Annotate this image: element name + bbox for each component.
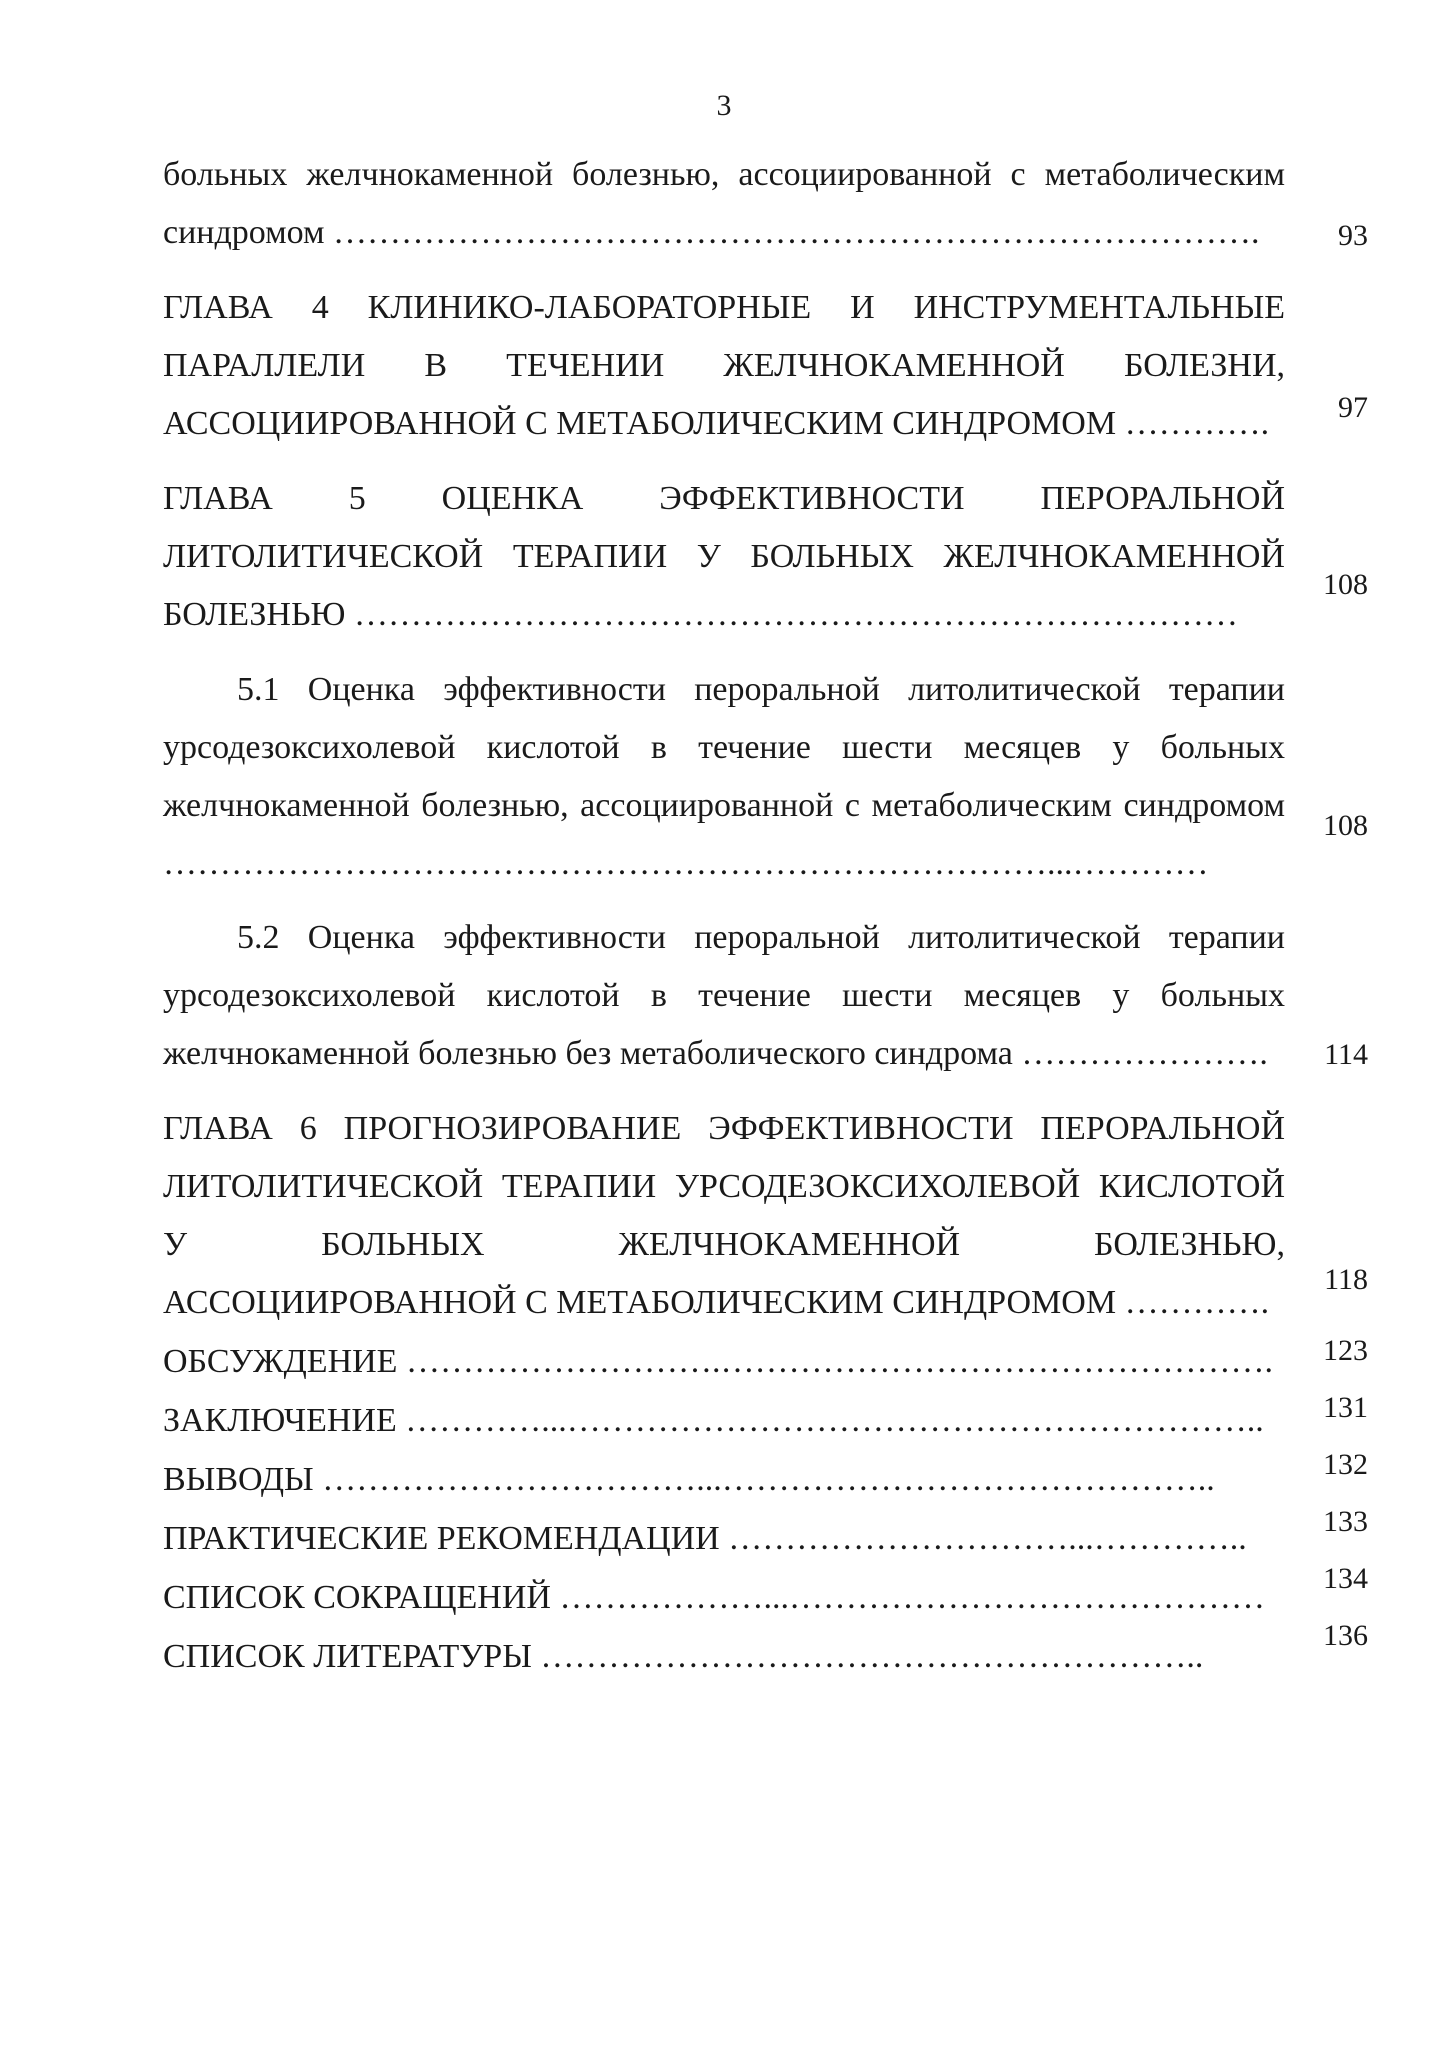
toc-entry-text bbox=[163, 661, 1285, 893]
toc-line: ОБСУЖДЕНИЕ ……………………….…………………………………………. bbox=[163, 1343, 1273, 1380]
toc-line: ……………………………………………………………………...………… bbox=[163, 845, 1209, 882]
toc-entry-text bbox=[163, 1333, 1285, 1391]
toc-entry-text bbox=[163, 1628, 1285, 1686]
toc-entry-text bbox=[163, 1451, 1285, 1509]
toc-line: ГЛАВА 6 ПРОГНОЗИРОВАНИЕ ЭФФЕКТИВНОСТИ ПЕРОРАЛЬНОЙ bbox=[163, 1110, 1285, 1147]
toc-line: АССОЦИИРОВАННОЙ С МЕТАБОЛИЧЕСКИМ СИНДРОМОМ …………. bbox=[163, 405, 1270, 442]
page-number: 3 bbox=[716, 89, 732, 122]
toc-line: АССОЦИИРОВАННОЙ С МЕТАБОЛИЧЕСКИМ СИНДРОМОМ …………. bbox=[163, 1284, 1270, 1321]
toc-line: СПИСОК СОКРАЩЕНИЙ ………………...…………………………………… bbox=[163, 1579, 1265, 1616]
toc-page-number: 123 bbox=[1323, 1334, 1368, 1367]
toc-entry-text bbox=[163, 909, 1285, 1083]
toc-line: желчнокаменной болезнью, ассоциированной с метаболическим синдромом bbox=[163, 787, 1285, 824]
toc-line: урсодезоксихолевой кислотой в течение шести месяцев у больных bbox=[163, 729, 1285, 766]
toc-page-number: 118 bbox=[1324, 1263, 1368, 1296]
toc-line: ЛИТОЛИТИЧЕСКОЙ ТЕРАПИИ У БОЛЬНЫХ ЖЕЛЧНОКАМЕННОЙ bbox=[163, 538, 1285, 575]
toc-line: 5.1 Оценка эффективности пероральной литолитической терапии bbox=[237, 671, 1285, 708]
toc-page-number: 114 bbox=[1324, 1038, 1368, 1071]
toc-line: СПИСОК ЛИТЕРАТУРЫ ………………………………………………….. bbox=[163, 1638, 1204, 1675]
toc-line: синдромом ………………………………………………………………………. bbox=[163, 214, 1260, 251]
toc-entry-text bbox=[163, 1100, 1285, 1332]
toc-page-number: 108 bbox=[1323, 568, 1368, 601]
toc-line: У БОЛЬНЫХ ЖЕЛЧНОКАМЕННОЙ БОЛЕЗНЬЮ, bbox=[163, 1226, 1285, 1263]
toc-entry-text bbox=[163, 470, 1285, 644]
toc-line: ЛИТОЛИТИЧЕСКОЙ ТЕРАПИИ УРСОДЕЗОКСИХОЛЕВОЙ КИСЛОТОЙ bbox=[163, 1168, 1285, 1205]
toc-line: больных желчнокаменной болезнью, ассоциированной с метаболическим bbox=[163, 156, 1285, 193]
toc-line: урсодезоксихолевой кислотой в течение шести месяцев у больных bbox=[163, 977, 1285, 1014]
toc-line: ГЛАВА 4 КЛИНИКО-ЛАБОРАТОРНЫЕ И ИНСТРУМЕНТАЛЬНЫЕ bbox=[163, 289, 1285, 326]
toc-line: ВЫВОДЫ ……………………………...…………………………………….. bbox=[163, 1461, 1215, 1498]
toc-line: 5.2 Оценка эффективности пероральной литолитической терапии bbox=[237, 919, 1285, 956]
toc-page-number: 131 bbox=[1323, 1391, 1368, 1424]
toc-line: БОЛЕЗНЬЮ …………………………………………………………………… bbox=[163, 596, 1238, 633]
toc-page-number: 97 bbox=[1338, 391, 1368, 424]
toc-page-number: 132 bbox=[1323, 1448, 1368, 1481]
toc-entry-text bbox=[163, 279, 1285, 453]
toc-line: ЗАКЛЮЧЕНИЕ …………...…………………………………………………….. bbox=[163, 1402, 1264, 1439]
toc-page-number: 134 bbox=[1323, 1562, 1368, 1595]
toc-entry-text bbox=[163, 1510, 1285, 1568]
toc-line: ПАРАЛЛЕЛИ В ТЕЧЕНИИ ЖЕЛЧНОКАМЕННОЙ БОЛЕЗНИ, bbox=[163, 347, 1285, 384]
toc-page-number: 133 bbox=[1323, 1505, 1368, 1538]
toc-page-number: 93 bbox=[1338, 219, 1368, 252]
toc-page-number: 108 bbox=[1323, 809, 1368, 842]
toc-page-number: 136 bbox=[1323, 1619, 1368, 1652]
toc-line: желчнокаменной болезнью без метаболического синдрома …………………. bbox=[163, 1035, 1268, 1072]
toc-entry-text bbox=[163, 146, 1285, 262]
toc-line: ПРАКТИЧЕСКИЕ РЕКОМЕНДАЦИИ …………………………...………….. bbox=[163, 1520, 1247, 1557]
toc-entry-text bbox=[163, 1569, 1285, 1627]
toc-line: ГЛАВА 5 ОЦЕНКА ЭФФЕКТИВНОСТИ ПЕРОРАЛЬНОЙ bbox=[163, 480, 1285, 517]
toc-entry-text bbox=[163, 1392, 1285, 1450]
